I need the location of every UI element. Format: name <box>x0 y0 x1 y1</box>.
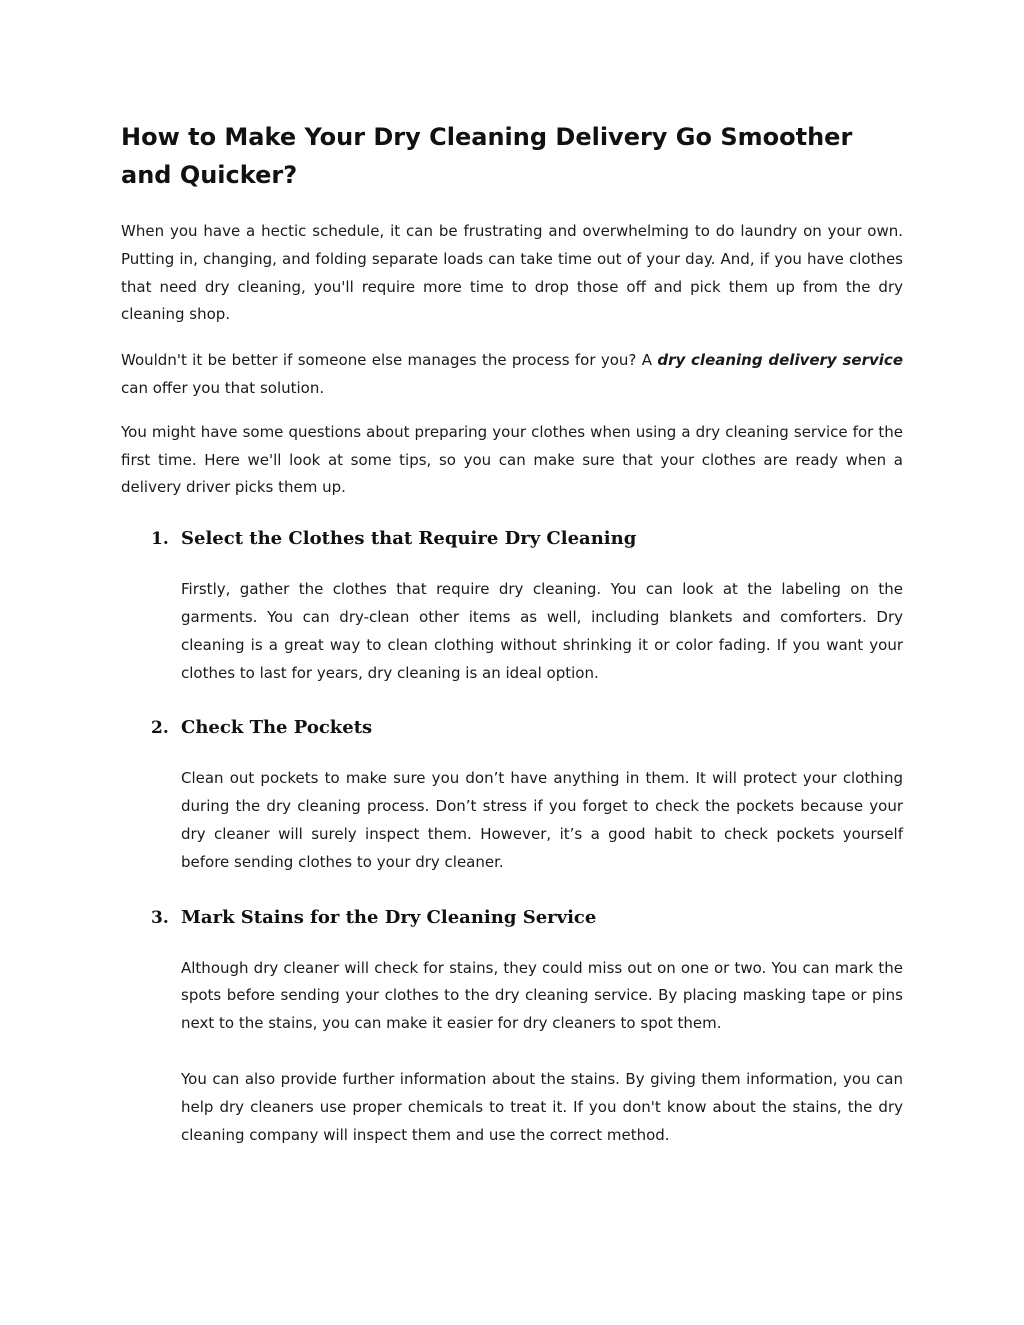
intro-paragraph: When you have a hectic schedule, it can be frustrating and overwhelming to do laundry on your own. Putting in, changing, and folding separate loads can take time out of your day. And, if you have clothes that need dry cleaning, you'll require more time to drop those off and pick them up from the dry cleaning shop. <box>121 222 903 324</box>
section-heading <box>151 715 903 741</box>
section-select-clothes <box>121 526 903 687</box>
section-body <box>181 576 903 687</box>
document-title: How to Make Your Dry Cleaning Delivery Go Smoother and Quicker? <box>121 123 853 189</box>
service-paragraph-before: Wouldn't it be better if someone else manages the process for you? A <box>121 351 658 370</box>
section-paragraph: You can also provide further information about the stains. By giving them information, you can help dry cleaners use proper chemicals to treat it. If you don't know about the stains, the dry cleaning company will inspect them and use the correct method. <box>181 1069 903 1144</box>
service-paragraph-after: can offer you that solution. <box>121 378 325 397</box>
questions-paragraph: You might have some questions about preparing your clothes when using a dry cleaning service for the first time. Here we'll look at some tips, so you can make sure that your clothes are ready when a delivery driver picks them up. <box>121 422 903 497</box>
section-number: 3. <box>151 907 169 928</box>
section-heading-text: Select the Clothes that Require Dry Cleaning <box>181 528 637 550</box>
section-heading-text: Mark Stains for the Dry Cleaning Service <box>181 906 597 928</box>
document-page <box>121 118 903 1177</box>
section-heading-text: Check The Pockets <box>181 717 373 739</box>
section-paragraph: Firstly, gather the clothes that require dry cleaning. You can look at the labeling on the garments. You can dry-clean other items as well, including blankets and comforters. Dry cleaning is a great way to clean clothing without shrinking it or color fading. If you want your clothes to last for years, dry cleaning is an ideal option. <box>181 580 903 682</box>
section-body <box>181 765 903 876</box>
service-emphasis: dry cleaning delivery service <box>657 351 903 370</box>
section-mark-stains <box>121 905 903 1150</box>
section-body <box>181 955 903 1150</box>
service-paragraph <box>121 347 903 403</box>
section-heading <box>151 526 903 552</box>
section-paragraph: Although dry cleaner will check for stains, they could miss out on one or two. You can mark the spots before sending your clothes to the dry cleaning service. By placing masking tape or pins next to the stains, you can make it easier for dry cleaners to spot them. <box>181 958 903 1033</box>
section-heading <box>151 905 903 931</box>
section-check-pockets <box>121 715 903 876</box>
section-paragraph: Clean out pockets to make sure you don’t have anything in them. It will protect your clothing during the dry cleaning process. Don’t stress if you forget to check the pockets because your dry cleaner will surely inspect them. However, it’s a good habit to check pockets yourself before sending clothes to your dry cleaner. <box>181 769 903 871</box>
section-number: 2. <box>151 718 169 739</box>
section-number: 1. <box>151 529 169 550</box>
